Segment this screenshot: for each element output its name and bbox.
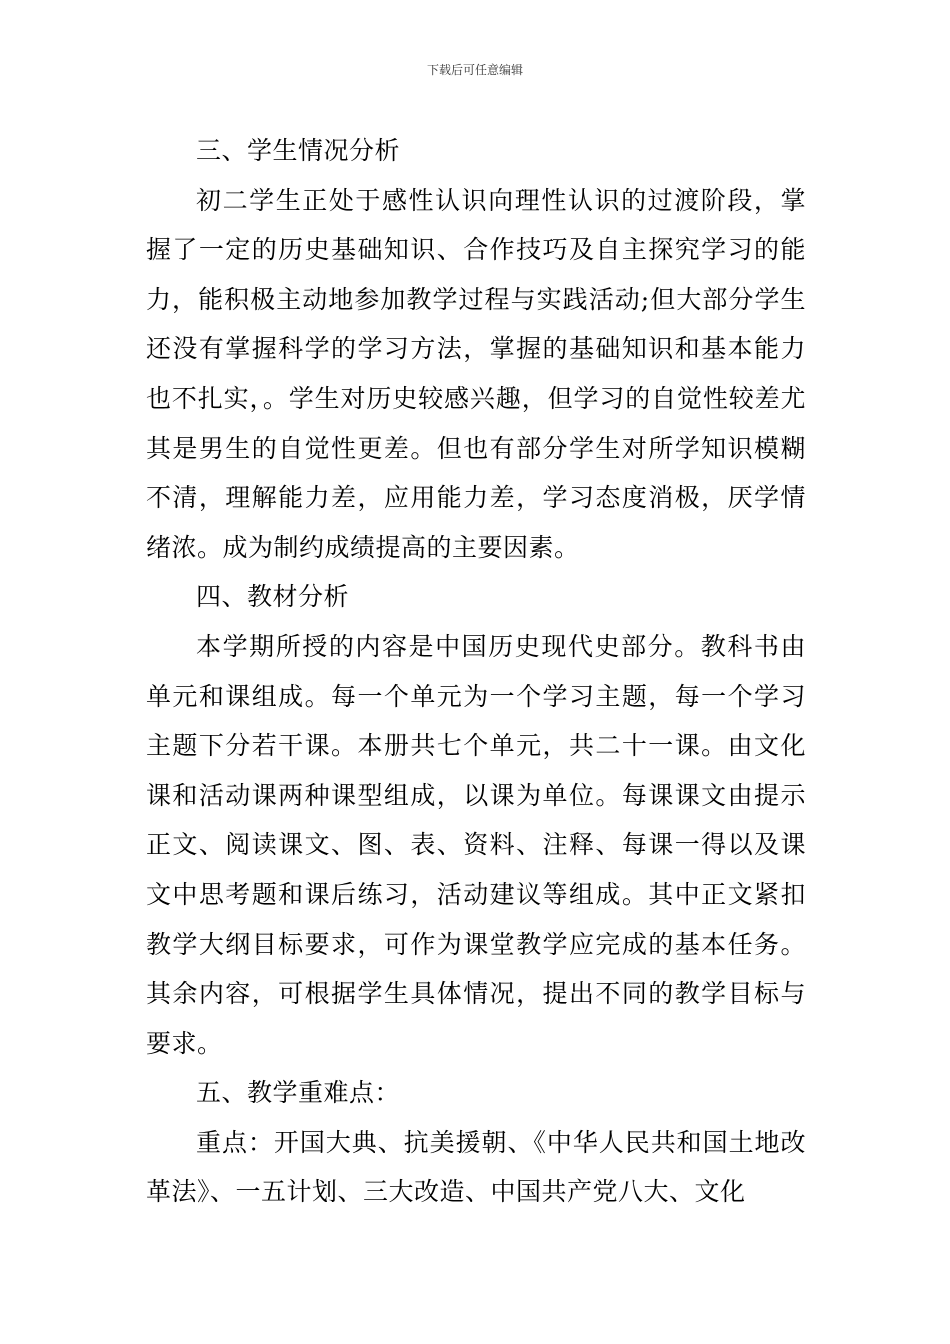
- section-paragraph-student-analysis: 初二学生正处于感性认识向理性认识的过渡阶段，掌握了一定的历史基础知识、合作技巧及自主探究学习的能力，能积极主动地参加教学过程与实践活动;但大部分学生还没有掌握科学的学习方法，掌握的基础知识和基本能力也不扎实，。学生对历史较感兴趣，但学习的自觉性较差尤其是男生的自觉性更差。但也有部分学生对所学知识模糊不清，理解能力差，应用能力差，学习态度消极，厌学情绪浓。成为制约成绩提高的主要因素。: [146, 185, 806, 562]
- section-paragraph-key-points: 重点：开国大典、抗美援朝、《中华人民共和国土地改革法》、一五计划、三大改造、中国共产党八大、文化: [146, 1127, 806, 1207]
- page-header: 下载后可任意编辑: [426, 63, 523, 77]
- section-paragraph-textbook-analysis: 本学期所授的内容是中国历史现代史部分。教科书由单元和课组成。每一个单元为一个学习主题，每一个学习主题下分若干课。本册共七个单元，共二十一课。由文化课和活动课两种课型组成，以课为单位。每课课文由提示正文、阅读课文、图、表、资料、注释、每课一得以及课文中思考题和课后练习，活动建议等组成。其中正文紧扣教学大纲目标要求，可作为课堂教学应完成的基本任务。其余内容，可根据学生具体情况，提出不同的教学目标与要求。: [146, 631, 806, 1058]
- section-heading-student-analysis: 三、学生情况分析: [196, 136, 401, 165]
- section-heading-key-points: 五、教学重难点：: [196, 1078, 401, 1108]
- document-body: [146, 126, 806, 1217]
- section-heading-textbook-analysis: 四、教材分析: [196, 582, 350, 612]
